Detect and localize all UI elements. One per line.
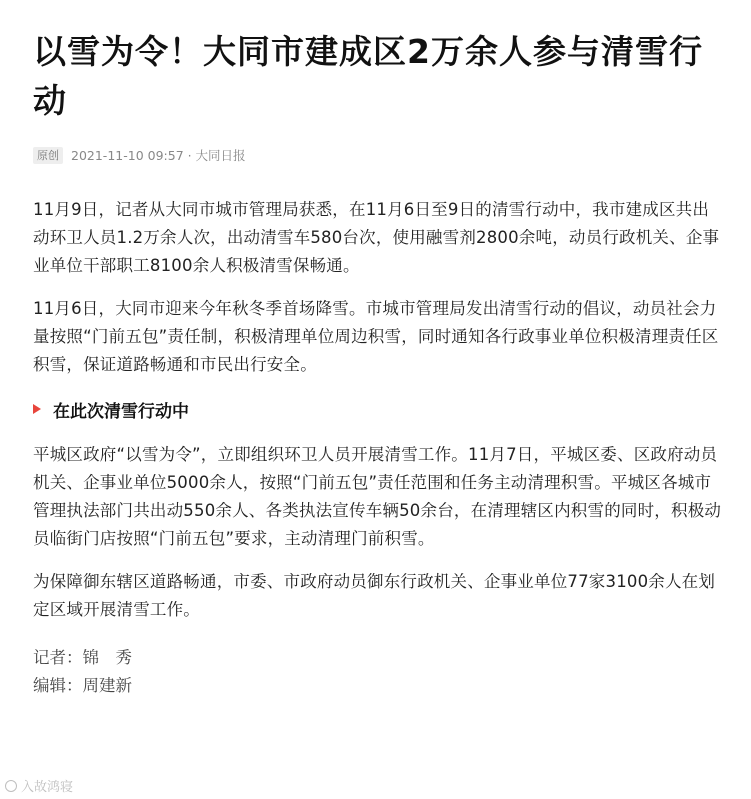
watermark-logo-icon	[5, 780, 17, 792]
editor-line: 编辑：周建新	[33, 676, 132, 695]
publish-info[interactable]: 2021-11-10 09:57 · 大同日报	[71, 148, 246, 163]
paragraph-3: 平城区政府“以雪为令”，立即组织环卫人员开展清雪工作。11月7日，平城区委、区政府动员机关、企事业单位5000余人，按照“门前五包”责任范围和任务主动清理积雪。平城区各城市管理执法部门共出动550余人、各类执法宣传车辆50余台，在清理辖区内积雪的同时，积极动员临街门店按照“门前五包”要求，主动清理门前积雪。	[33, 445, 722, 548]
triangle-icon	[33, 404, 41, 414]
watermark	[5, 776, 73, 795]
article-title: 以雪为令！大同市建成区2万余人参与清雪行动	[33, 32, 703, 120]
article	[33, 0, 723, 700]
reporter-line: 记者：锦 秀	[33, 648, 132, 667]
original-badge: 原创	[33, 147, 63, 164]
watermark-text: 入故鸿寝	[21, 780, 74, 795]
credits	[33, 644, 723, 700]
section-heading-text: 在此次清雪行动中	[53, 401, 189, 422]
paragraph-2: 11月6日，大同市迎来今年秋冬季首场降雪。市城市管理局发出清雪行动的倡议，动员社会力量按照“门前五包”责任制，积极清理单位周边积雪，同时通知各行政事业单位积极清理责任区积雪，保证道路畅通和市民出行安全。	[33, 299, 719, 374]
section-heading	[33, 395, 723, 423]
paragraph-1: 11月9日，记者从大同市城市管理局获悉，在11月6日至9日的清雪行动中，我市建成区共出动环卫人员1.2万余人次，出动清雪车580台次，使用融雪剂2800余吨，动员行政机关、企事业单位干部职工8100余人积极清雪保畅通。	[33, 200, 720, 275]
article-meta	[33, 145, 723, 165]
paragraph-4: 为保障御东辖区道路畅通，市委、市政府动员御东行政机关、企事业单位77家3100余人在划定区域开展清雪工作。	[33, 572, 716, 619]
